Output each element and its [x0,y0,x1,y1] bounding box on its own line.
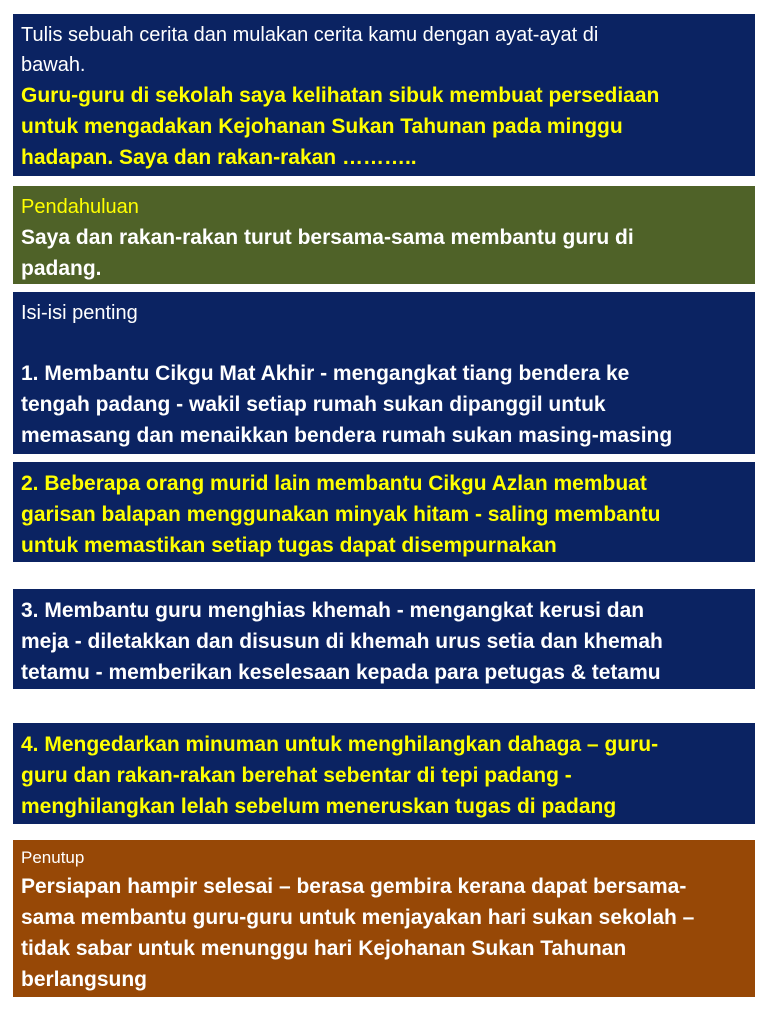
point-4-box [13,723,755,824]
task-box [13,14,755,176]
opening-line: hadapan. Saya dan rakan-rakan ……….. [21,146,417,169]
closing-line: Persiapan hampir selesai – berasa gembira kerana dapat bersama- [21,875,687,898]
opening-line: untuk mengadakan Kejohanan Sukan Tahunan pada minggu [21,115,623,138]
point-4-line: menghilangkan lelah sebelum meneruskan tugas di padang [21,795,617,818]
closing-line: tidak sabar untuk menunggu hari Kejohanan Sukan Tahunan [21,937,627,960]
point-3-line: tetamu - memberikan keselesaan kepada para petugas & tetamu [21,661,661,684]
point-3-line: meja - diletakkan dan disusun di khemah urus setia dan khemah [21,630,663,653]
point-1-line: memasang dan menaikkan bendera rumah sukan masing-masing [21,424,673,447]
opening-line: Guru-guru di sekolah saya kelihatan sibuk membuat persediaan [21,84,660,107]
instruction-line: bawah. [21,54,86,76]
point-2-line: garisan balapan menggunakan minyak hitam - saling membantu [21,503,661,526]
closing-line: sama membantu guru-guru untuk menjayakan hari sukan sekolah – [21,906,695,929]
intro-line: Saya dan rakan-rakan turut bersama-sama membantu guru di [21,226,634,249]
point-4-line: guru dan rakan-rakan berehat sebentar di tepi padang - [21,764,572,787]
body-points-box [13,292,755,454]
point-3-line: 3. Membantu guru menghias khemah - mengangkat kerusi dan [21,599,645,622]
closing-heading: Penutup [21,848,85,867]
point-1-line: tengah padang - wakil setiap rumah sukan dipanggil untuk [21,393,606,416]
point-1-line: 1. Membantu Cikgu Mat Akhir - mengangkat tiang bendera ke [21,362,630,385]
spacer [21,328,747,358]
closing-line: berlangsung [21,968,148,991]
point-3-box [13,589,755,689]
intro-box [13,186,755,284]
point-2-line: untuk memastikan setiap tugas dapat disempurnakan [21,534,557,557]
body-heading: Isi-isi penting [21,302,138,324]
closing-box [13,840,755,997]
intro-heading: Pendahuluan [21,196,139,218]
point-2-box [13,462,755,562]
intro-line: padang. [21,257,102,280]
instruction-line: Tulis sebuah cerita dan mulakan cerita kamu dengan ayat-ayat di [21,24,599,46]
point-4-line: 4. Mengedarkan minuman untuk menghilangkan dahaga – guru- [21,733,659,756]
point-2-line: 2. Beberapa orang murid lain membantu Cikgu Azlan membuat [21,472,647,495]
